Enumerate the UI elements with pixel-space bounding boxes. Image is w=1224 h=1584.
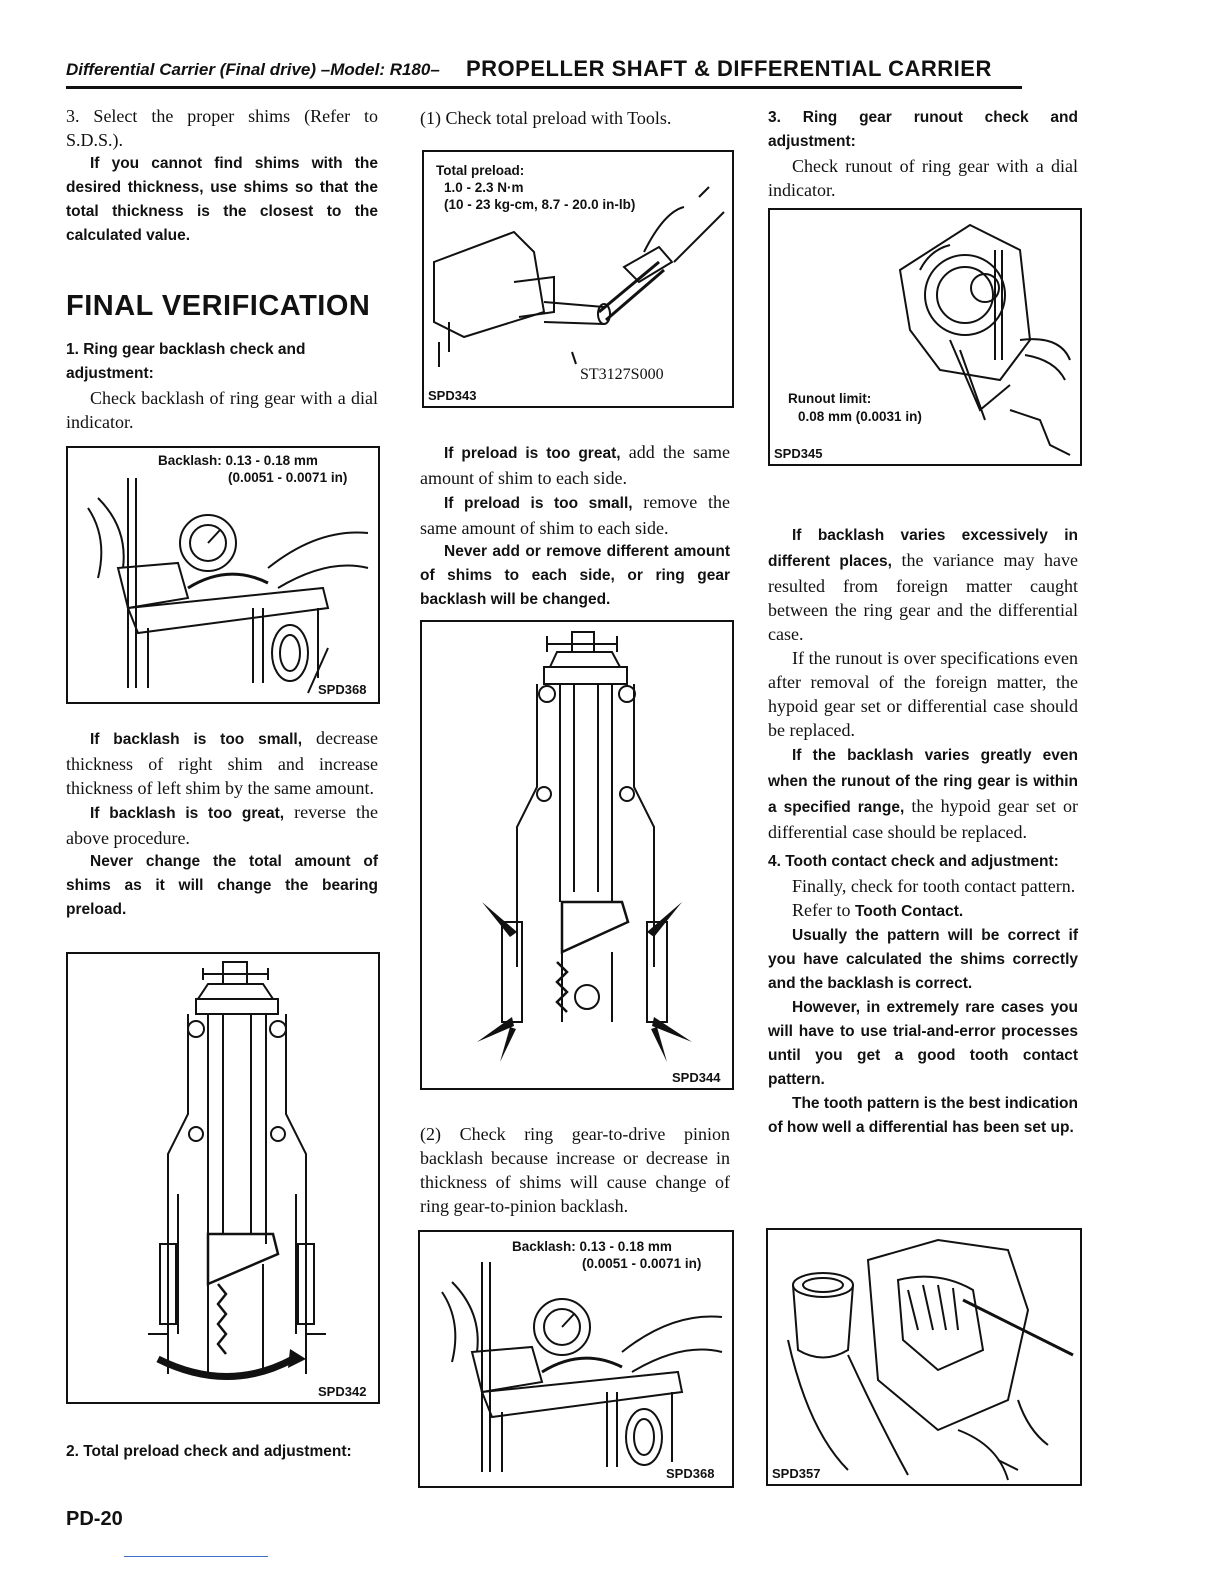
figure-spd368-backlash-2 [418,1230,734,1488]
preload-small-text: remove the same amount of shim to each side. [420,492,730,538]
backlash-great-text: reverse the above procedure. [66,802,378,848]
force-arrows-icon [477,902,692,1062]
page-header [66,56,1022,89]
backlash-small-bold: If backlash is too small, [90,731,303,748]
fig1-spec-line1: Backlash: 0.13 - 0.18 mm [158,453,318,468]
backlash-illustration [68,448,378,702]
fig3-label: SPD343 [428,388,477,403]
greatly-bold: If the backlash varies greatly even when the runout of the ring gear is within a specified range, [768,747,1078,816]
sub3-body: Check runout of ring gear with a dial indicator. [768,156,1078,200]
check-backlash-block [420,1122,730,1218]
carrier-case-icon [868,1240,1028,1430]
sub4-body: Finally, check for tooth contact pattern. [792,876,1076,896]
tooth-contact-illustration [768,1230,1080,1484]
backlash-adjust-block [66,726,378,922]
sub1-body: Check backlash of ring gear with a dial indicator. [66,388,378,432]
runout-text-block [768,522,1078,1140]
check-preload-text: (1) Check total preload with Tools. [420,108,672,128]
fig3-spec-line1: 1.0 - 2.3 N·m [444,180,524,195]
sub2-title: 2. Total preload check and adjustment: [66,1443,352,1460]
runout-over-text: If the runout is over specifications even after removal of the foreign matter, the hypoid gear set or differential case should be replaced. [768,648,1078,740]
check-preload-block [420,106,730,130]
refer-bold: Tooth Contact. [854,903,964,920]
runout-illustration [770,210,1080,464]
sub1-block [66,338,378,434]
refer-text: Refer to [792,900,855,920]
best-indication-note: The tooth pattern is the best indication of how well a differential has been set up. [768,1095,1078,1136]
preload-small-bold: If preload is too small, [444,495,633,512]
never-change-note: Never change the total amount of shims as it will change the bearing preload. [66,853,378,918]
fig6-spec-line1: 0.08 mm (0.0031 in) [798,409,922,424]
sub3-title: 3. Ring gear runout check and adjustment: [768,109,1078,150]
sub4-title: 4. Tooth contact check and adjustment: [768,853,1059,870]
varies-bold: If backlash varies excessively in different places, [768,527,1078,570]
fig3-tool-number: ST3127S000 [580,366,664,383]
figure-spd342-cross-section [66,952,380,1404]
backlash-great-bold: If backlash is too great, [90,805,285,822]
carrier-housing-icon [900,225,1030,380]
carrier-cross-section-illustration [68,954,378,1402]
step3-block [66,104,378,248]
step3-text: 3. Select the proper shims (Refer to S.D.S.). [66,106,378,150]
sub2-block [66,1440,378,1464]
fig2-label: SPD342 [318,1384,367,1399]
header-section-title: PROPELLER SHAFT & DIFFERENTIAL CARRIER [466,56,992,81]
figure-spd343-preload [422,150,734,408]
varies-text: the variance may have resulted from foreign matter caught between the ring gear and the differential case. [768,550,1078,644]
fig6-label: SPD345 [774,446,823,461]
preload-adjust-block [420,440,730,612]
fig5-label: SPD368 [666,1466,715,1481]
fig6-spec-title: Runout limit: [788,391,872,406]
fig5-spec-line2: (0.0051 - 0.0071 in) [582,1256,702,1271]
step3-note: If you cannot find shims with the desired thickness, use shims so that the total thickness is the closest to the calculated value. [66,155,378,244]
fig1-spec-line2: (0.0051 - 0.0071 in) [228,470,348,485]
section-title-final-verification: FINAL VERIFICATION [66,290,371,322]
figure-spd345-runout [768,208,1082,466]
carrier-shim-illustration [422,622,732,1088]
never-add-note: Never add or remove different amount of shims to each side, or ring gear backlash will be changed. [420,543,730,608]
bottom-divider [124,1556,268,1557]
torque-wrench-icon [599,262,664,320]
sub1-title: 1. Ring gear backlash check and adjustment: [66,341,306,382]
header-model-title: Differential Carrier (Final drive) –Model: R180– [66,60,440,79]
greatly-text: the hypoid gear set or differential case should be replaced. [768,796,1078,842]
sub3-block [768,106,1078,202]
rotation-arrow-icon [158,1359,293,1377]
usually-note: Usually the pattern will be correct if you have calculated the shims correctly and the backlash is correct. [768,927,1078,992]
figure-spd368-backlash [66,446,380,704]
preload-great-bold: If preload is too great, [444,445,621,462]
fig5-spec-line1: Backlash: 0.13 - 0.18 mm [512,1239,672,1254]
figure-spd357-tooth-contact [766,1228,1082,1486]
figure-spd344-cross-section [420,620,734,1090]
fig3-spec-title: Total preload: [436,163,525,178]
fig1-label: SPD368 [318,682,367,697]
however-note: However, in extremely rare cases you will have to use trial-and-error processes until you get a good tooth contact pattern. [768,999,1078,1088]
fig4-label: SPD344 [672,1070,721,1085]
preload-great-text: add the same amount of shim to each side. [420,442,730,488]
fig7-label: SPD357 [772,1466,821,1481]
check-backlash-text: (2) Check ring gear-to-drive pinion backlash because increase or decrease in thickness of shims will cause change of ring gear-to-pinion backlash. [420,1124,730,1216]
page-number: PD-20 [66,1508,123,1530]
backlash-small-text: decrease thickness of right shim and increase thickness of left shim by the same amount. [66,728,378,798]
fig3-spec-line2: (10 - 23 kg-cm, 8.7 - 20.0 in-lb) [444,197,636,212]
